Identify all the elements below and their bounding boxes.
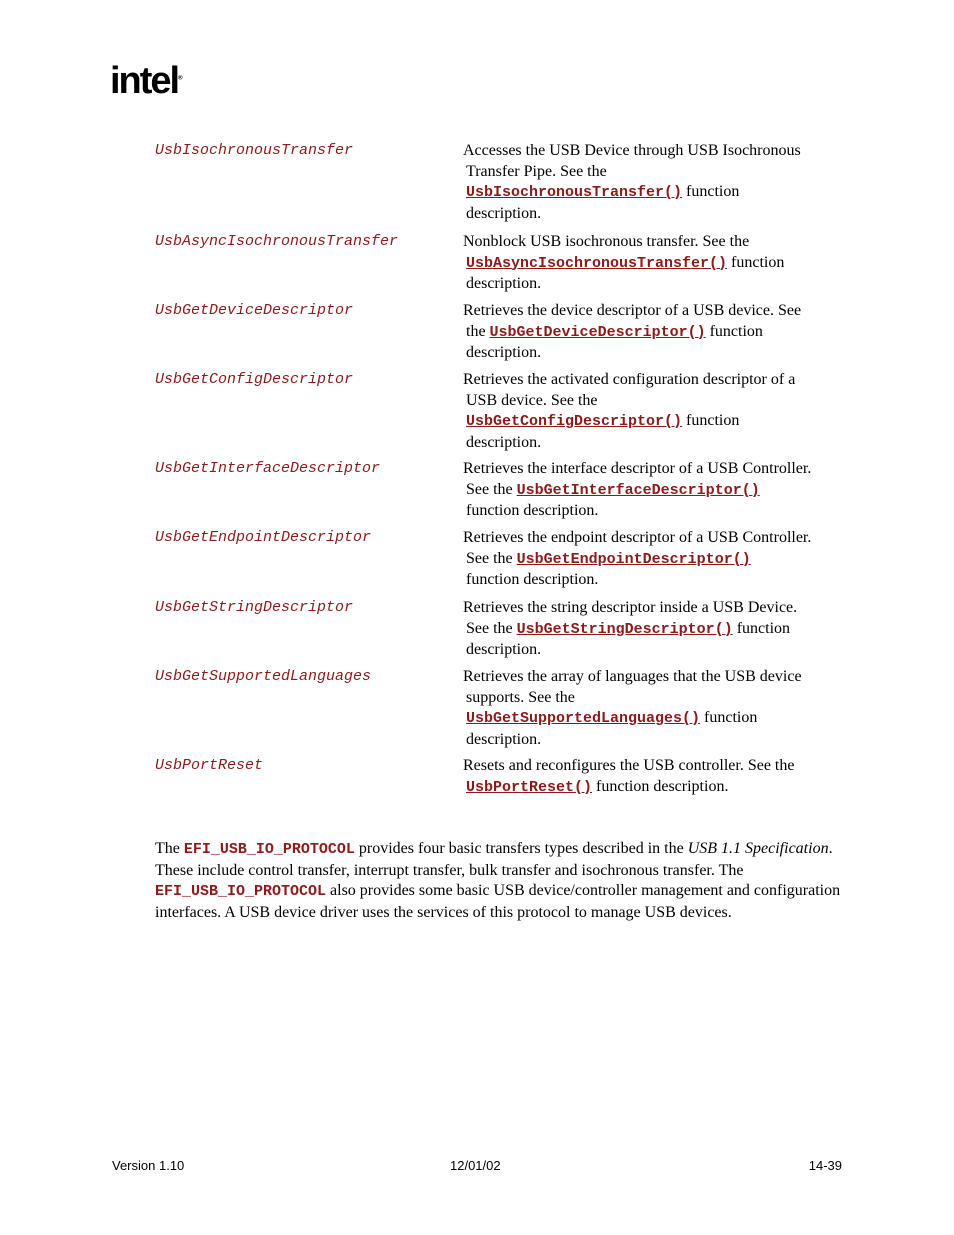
- function-description: Resets and reconfigures the USB controller. See the UsbPortReset() function description.: [463, 757, 795, 796]
- function-name: UsbIsochronousTransfer: [155, 142, 354, 159]
- function-name: UsbPortReset: [155, 757, 264, 774]
- footer-version: Version 1.10: [112, 1158, 185, 1173]
- function-link[interactable]: UsbGetInterfaceDescriptor(): [516, 481, 760, 499]
- function-name: UsbGetDeviceDescriptor: [155, 302, 354, 319]
- function-description: Retrieves the string descriptor inside a USB Device. See the UsbGetStringDescriptor() function description.: [463, 599, 798, 658]
- function-name: UsbGetSupportedLanguages: [155, 668, 372, 685]
- function-link[interactable]: UsbGetSupportedLanguages(): [466, 710, 701, 727]
- function-link[interactable]: UsbAsyncIsochronousTransfer(): [466, 254, 728, 272]
- function-name: UsbGetConfigDescriptor: [155, 371, 354, 388]
- function-name: UsbGetEndpointDescriptor: [155, 529, 372, 546]
- function-name: UsbAsyncIsochronousTransfer: [155, 233, 399, 250]
- body-paragraph: The EFI_USB_IO_PROTOCOL provides four basic transfers types described in the USB 1.1 Specification. These include control transfer, interrupt transfer, bulk transfer and isochronous transfer. The EFI_USB_IO_PROTOCOL also provides some basic USB device/controller management and configuration interfaces. A USB device driver uses the services of this protocol to manage USB devices.: [155, 840, 841, 921]
- spec-reference: USB 1.1 Specification: [687, 840, 829, 857]
- protocol-name: EFI_USB_IO_PROTOCOL: [155, 883, 327, 901]
- function-link[interactable]: UsbGetEndpointDescriptor(): [516, 550, 751, 568]
- function-link[interactable]: UsbPortReset(): [466, 778, 593, 796]
- function-link[interactable]: UsbIsochronousTransfer(): [466, 184, 683, 201]
- function-description: Nonblock USB isochronous transfer. See the UsbAsyncIsochronousTransfer() function description.: [463, 233, 785, 292]
- footer-date: 12/01/02: [450, 1158, 501, 1173]
- function-name: UsbGetInterfaceDescriptor: [155, 460, 381, 477]
- intel-logo: intel®: [110, 60, 183, 102]
- function-description: Retrieves the endpoint descriptor of a USB Controller. See the UsbGetEndpointDescriptor() function description.: [463, 529, 812, 588]
- function-link[interactable]: UsbGetDeviceDescriptor(): [489, 323, 706, 341]
- function-description: Retrieves the activated configuration descriptor of a USB device. See the UsbGetConfigDescriptor() function description.: [463, 371, 796, 451]
- function-link[interactable]: UsbGetConfigDescriptor(): [466, 413, 683, 430]
- protocol-name: EFI_USB_IO_PROTOCOL: [183, 841, 355, 858]
- function-description: Accesses the USB Device through USB Isochronous Transfer Pipe. See the UsbIsochronousTransfer() function description.: [463, 142, 801, 222]
- function-description: Retrieves the array of languages that the USB device supports. See the UsbGetSupportedLanguages() function description.: [463, 668, 802, 748]
- function-description: Retrieves the device descriptor of a USB device. See the UsbGetDeviceDescriptor() function description.: [463, 302, 802, 361]
- function-link[interactable]: UsbGetStringDescriptor(): [516, 620, 733, 638]
- function-name: UsbGetStringDescriptor: [155, 599, 354, 616]
- function-description: Retrieves the interface descriptor of a USB Controller. See the UsbGetInterfaceDescriptor() function description.: [463, 460, 812, 519]
- footer-page-number: 14-39: [808, 1158, 842, 1173]
